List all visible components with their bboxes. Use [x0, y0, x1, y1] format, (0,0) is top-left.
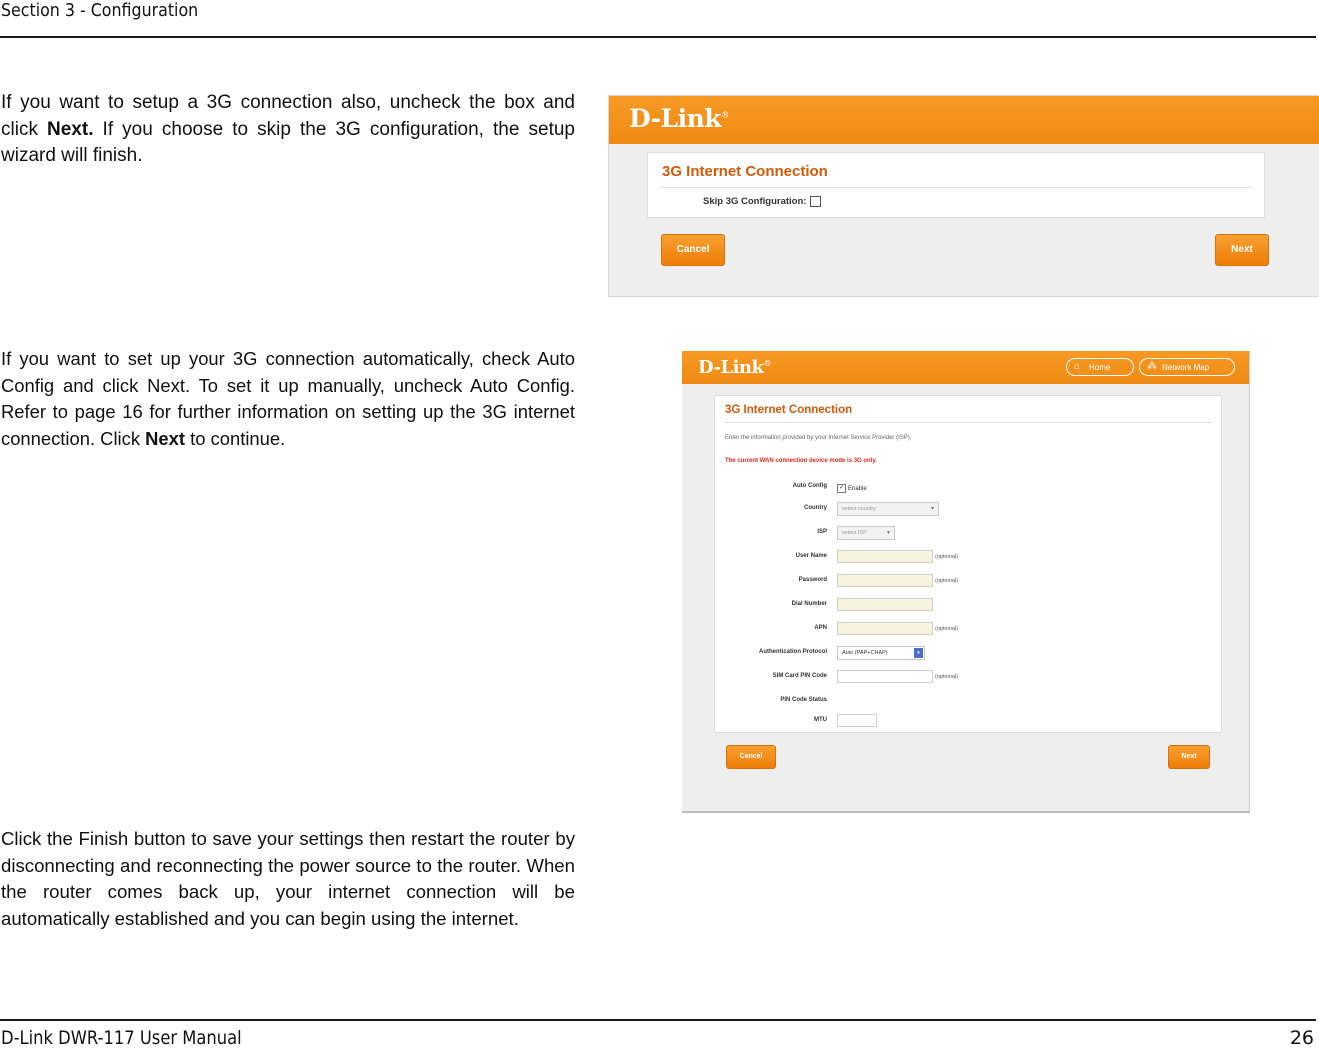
apn-input[interactable] [837, 622, 933, 635]
auto-config-row [715, 480, 1215, 496]
panel-divider [660, 187, 1252, 188]
auto-config-label: Auto Config [792, 483, 827, 489]
optional-note: (optional) [935, 626, 958, 632]
chevron-down-icon: ▾ [914, 648, 923, 658]
panel-title: 3G Internet Connection [662, 163, 828, 180]
isp-row [715, 526, 1215, 542]
user-name-row [715, 550, 1215, 566]
nav-home-label: Home [1089, 363, 1111, 372]
instruction-paragraph-auto-config [1, 346, 575, 452]
country-select-value: select country [842, 506, 876, 512]
skip-3g-label: Skip 3G Configuration: [703, 196, 807, 208]
next-button[interactable]: Next [1168, 745, 1210, 769]
config-panel [714, 395, 1222, 733]
optional-note: (optional) [935, 674, 958, 680]
page-number: 26 [1289, 1027, 1314, 1049]
mtu-label: MTU [814, 717, 827, 723]
dial-number-row [715, 598, 1215, 614]
mode-warning: The current WAN connection device mode is 3G only. [725, 458, 877, 464]
panel-title: 3G Internet Connection [725, 404, 853, 416]
skip-3g-checkbox[interactable] [810, 196, 821, 207]
mtu-row [715, 714, 1215, 730]
pin-status-row [715, 694, 1215, 710]
auto-config-checkbox[interactable]: ✓ [838, 485, 845, 492]
nav-network-map-button[interactable] [1139, 358, 1235, 376]
mtu-input[interactable] [837, 714, 877, 727]
logo-text: D-Link [698, 357, 764, 378]
instruction-paragraph-skip [1, 90, 575, 170]
cancel-button[interactable]: Cancel [726, 745, 776, 769]
brand-bar [609, 96, 1319, 144]
para2-bold: Next [145, 427, 186, 449]
user-name-input[interactable] [837, 550, 933, 563]
sim-pin-row [715, 670, 1215, 686]
user-name-label: User Name [795, 553, 827, 559]
password-input[interactable] [837, 574, 933, 587]
para1-text-before: If you want to setup a 3G connection also, uncheck the box and click [1, 92, 575, 140]
apn-row [715, 622, 1215, 638]
pin-status-label: PIN Code Status [780, 697, 827, 703]
auth-protocol-value: Auto (PAP+CHAP) [842, 650, 888, 656]
logo-mark: ® [763, 359, 771, 368]
dlink-logo [629, 104, 729, 133]
network-map-icon: ⁂ [1147, 361, 1157, 372]
intro-text: Enter the information provided by your Internet Service Provider (ISP). [725, 435, 912, 441]
country-row [715, 502, 1215, 518]
screenshot-skip-3g [608, 95, 1319, 297]
config-panel [647, 152, 1265, 218]
panel-divider [723, 422, 1213, 423]
isp-label: ISP [817, 529, 827, 535]
auth-protocol-row [715, 646, 1215, 662]
dlink-logo [698, 357, 771, 378]
skip-3g-row [703, 196, 821, 207]
chevron-down-icon: ▾ [930, 506, 934, 512]
para1-text-after: If you choose to skip the 3G configuration, the setup wizard will finish. [1, 118, 575, 166]
nav-home-button[interactable] [1066, 358, 1134, 376]
logo-text: D-Link [629, 104, 722, 133]
country-label: Country [804, 505, 827, 511]
logo-mark: ® [721, 110, 729, 120]
sim-pin-label: SIM Card PIN Code [772, 673, 827, 679]
password-row [715, 574, 1215, 590]
password-label: Password [798, 577, 827, 583]
nav-map-label: Network Map [1162, 363, 1210, 372]
page-footer [0, 1019, 1316, 1051]
optional-note: (optional) [935, 578, 958, 584]
auth-protocol-label: Authentication Protocol [759, 649, 827, 655]
sim-pin-input[interactable] [837, 670, 933, 683]
apn-label: APN [814, 625, 827, 631]
dial-number-label: Dial Number [791, 601, 827, 607]
cancel-button[interactable]: Cancel [661, 234, 725, 266]
section-title: Section 3 - Configuration [1, 0, 199, 21]
para2-text-after: to continue. [185, 427, 286, 449]
chevron-down-icon: ▾ [886, 530, 890, 536]
dial-number-input[interactable] [837, 598, 933, 611]
para1-bold: Next. [47, 118, 94, 140]
manual-name: D-Link DWR-117 User Manual [1, 1027, 242, 1049]
para2-text-before: If you want to set up your 3G connection automatically, check Auto Config and click Next. To set it up manually, uncheck Auto Config. Refer to page 16 for further information on setting up the 3G internet connection. Click [1, 348, 575, 449]
isp-select[interactable] [837, 526, 895, 540]
auth-protocol-select[interactable] [837, 646, 925, 660]
home-icon: ⌂ [1074, 361, 1081, 372]
isp-select-value: select ISP [842, 530, 867, 536]
screenshot-3g-settings [682, 351, 1250, 813]
next-button[interactable]: Next [1215, 234, 1269, 266]
auto-config-enable-text: Enable [848, 485, 867, 492]
page-header [0, 0, 1316, 38]
country-select[interactable] [837, 502, 939, 516]
brand-bar [682, 351, 1249, 384]
optional-note: (optional) [935, 554, 958, 560]
instruction-paragraph-finish: Click the Finish button to save your settings then restart the router by disconnecting and reconnecting the power source to the router. When the router comes back up, your internet connection will be automatically established and you can begin using the internet. [1, 828, 575, 929]
